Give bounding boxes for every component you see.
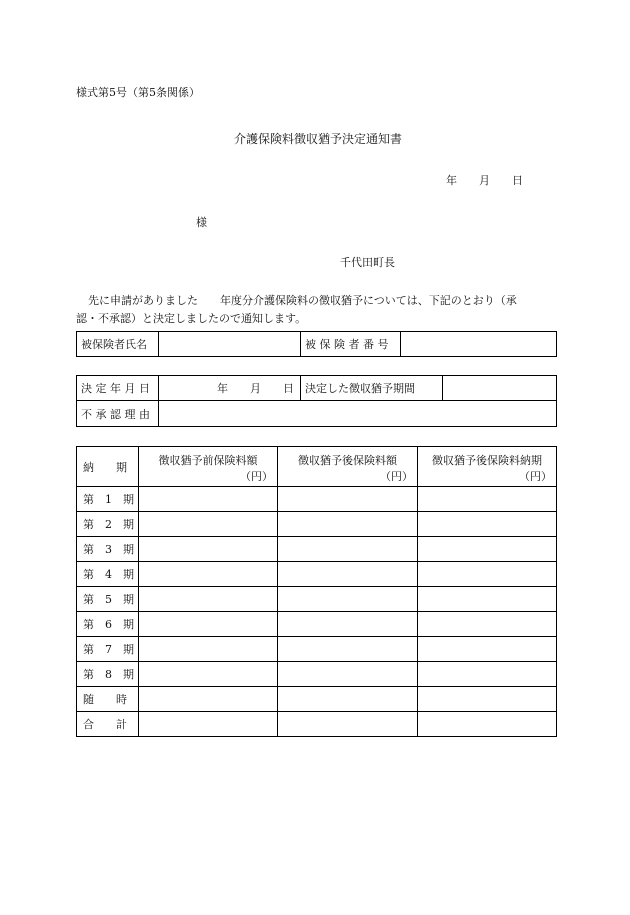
table-row [77, 687, 557, 712]
insured-table [76, 331, 557, 357]
table-row [77, 712, 557, 737]
due-date-cell[interactable] [418, 562, 557, 587]
row-label: 第 4 期 [77, 562, 139, 587]
reject-reason-field[interactable] [159, 401, 557, 427]
row-label: 第 6 期 [77, 612, 139, 637]
before-amount-cell[interactable] [139, 637, 278, 662]
due-date-cell[interactable] [418, 487, 557, 512]
table-row [77, 487, 557, 512]
deferral-period-label: 決定した徴収猶予期間 [301, 376, 443, 401]
insured-number-field[interactable] [401, 332, 557, 357]
after-amount-cell[interactable] [278, 712, 418, 737]
before-amount-cell[interactable] [139, 687, 278, 712]
after-amount-cell[interactable] [278, 562, 418, 587]
header-due-date-label: 徴収猶予後保険料納期 [432, 454, 542, 467]
after-amount-cell[interactable] [278, 537, 418, 562]
decision-table [76, 375, 557, 427]
due-date-cell[interactable] [418, 637, 557, 662]
header-before-amount-label: 徴収猶予前保険料額 [158, 454, 258, 467]
before-amount-cell[interactable] [139, 712, 278, 737]
row-label: 随 時 [77, 687, 139, 712]
header-before-amount-unit: （円） [240, 470, 273, 483]
before-amount-cell[interactable] [139, 487, 278, 512]
table-row [77, 587, 557, 612]
insured-number-label: 被 保 険 者 番 号 [301, 332, 401, 357]
after-amount-cell[interactable] [278, 662, 418, 687]
due-date-cell[interactable] [418, 512, 557, 537]
table-row [77, 562, 557, 587]
row-label: 第 8 期 [77, 662, 139, 687]
document-title: 介護保険料徴収猶予決定通知書 [234, 132, 403, 146]
reject-reason-label: 不 承 認 理 由 [77, 401, 159, 427]
header-after-amount-label: 徴収猶予後保険料額 [298, 454, 397, 467]
body-text-line-1: 先に申請がありました 年度分介護保険料の徴収猶予については、下記のとおり（承 [88, 294, 517, 307]
due-date-cell[interactable] [418, 662, 557, 687]
header-after-amount-unit: （円） [380, 470, 413, 483]
before-amount-cell[interactable] [139, 537, 278, 562]
before-amount-cell[interactable] [139, 587, 278, 612]
after-amount-cell[interactable] [278, 687, 418, 712]
due-date-cell[interactable] [418, 537, 557, 562]
decision-date-label: 決 定 年 月 日 [77, 376, 159, 401]
row-label: 第 3 期 [77, 537, 139, 562]
after-amount-cell[interactable] [278, 512, 418, 537]
after-amount-cell[interactable] [278, 637, 418, 662]
body-text-line-2: 認・不承認）と決定しましたので通知します。 [76, 312, 307, 325]
header-period: 納 期 [77, 447, 139, 487]
insured-name-field[interactable] [159, 332, 301, 357]
due-date-cell[interactable] [418, 687, 557, 712]
table-row [77, 537, 557, 562]
payment-table-header-row [77, 447, 557, 487]
table-row [77, 662, 557, 687]
issue-date: 年 月 日 [446, 174, 523, 187]
header-after-amount [278, 447, 418, 487]
before-amount-cell[interactable] [139, 512, 278, 537]
after-amount-cell[interactable] [278, 612, 418, 637]
row-label: 合 計 [77, 712, 139, 737]
header-due-date-unit: （円） [519, 470, 552, 483]
after-amount-cell[interactable] [278, 487, 418, 512]
due-date-cell[interactable] [418, 612, 557, 637]
form-number: 様式第5号（第5条関係） [76, 86, 200, 99]
row-label: 第 7 期 [77, 637, 139, 662]
table-row [77, 637, 557, 662]
row-label: 第 2 期 [77, 512, 139, 537]
insured-name-label: 被保険者氏名 [77, 332, 159, 357]
table-row [77, 512, 557, 537]
row-label: 第 1 期 [77, 487, 139, 512]
header-before-amount [139, 447, 278, 487]
addressee-suffix: 様 [196, 216, 207, 229]
table-row [77, 612, 557, 637]
deferral-period-field[interactable] [443, 376, 557, 401]
after-amount-cell[interactable] [278, 587, 418, 612]
due-date-cell[interactable] [418, 712, 557, 737]
decision-date-field[interactable]: 年 月 日 [159, 376, 301, 401]
before-amount-cell[interactable] [139, 612, 278, 637]
payment-table [76, 446, 557, 737]
before-amount-cell[interactable] [139, 562, 278, 587]
header-due-date [418, 447, 557, 487]
before-amount-cell[interactable] [139, 662, 278, 687]
issuer-name: 千代田町長 [340, 256, 395, 269]
due-date-cell[interactable] [418, 587, 557, 612]
row-label: 第 5 期 [77, 587, 139, 612]
